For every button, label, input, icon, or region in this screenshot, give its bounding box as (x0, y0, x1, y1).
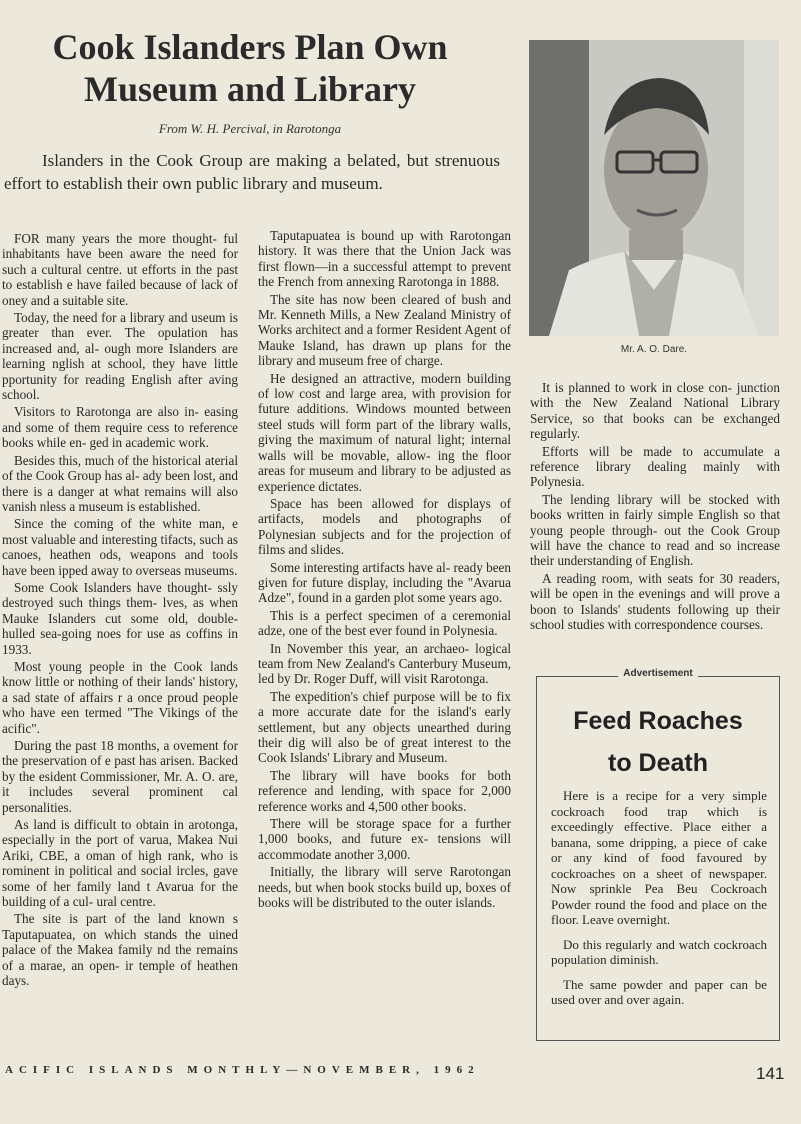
paragraph: The lending library will be stocked with books written in fairly simple English so that young people through- out the Cook Group will have the chance to read and so increase their understanding of English. (530, 491, 780, 569)
article-intro: Islanders in the Cook Group are making a belated, but strenuous effort to establish their own public library and museum. (4, 151, 500, 193)
paragraph: Today, the need for a library and useum is greater than ever. The opulation has increased and, al- ough more Islanders are learning nglish at school, they have little pportunity for reading English after aving school. (2, 310, 238, 403)
advertisement-title-line1: Feed Roaches (573, 707, 743, 735)
paragraph: Taputapuatea is bound up with Rarotongan history. It was there that the Union Jack was first flown—in a successful attempt to prevent the French from annexing Rarotonga in 1888. (258, 228, 511, 290)
paragraph: In November this year, an archaeo- logical team from New Zealand's Canterbury Museum, led by Dr. Roger Duff, will visit Rarotonga. (258, 640, 511, 687)
paragraph: FOR many years the more thought- ful inhabitants have been aware the need for such a cultural centre. ut efforts in the past to establish e have failed because of lack of oney and a suitable site. (2, 231, 238, 308)
paragraph: This is a perfect specimen of a ceremonial adze, one of the best ever found in Polynesia. (258, 607, 511, 639)
article-column-2 (258, 228, 511, 1058)
advertisement-title-line2: to Death (608, 749, 708, 777)
paragraph: Visitors to Rarotonga are also in- easing and some of them require cess to reference books while en- ged in academic work. (2, 404, 238, 451)
paragraph: Most young people in the Cook lands know little or nothing of their lands' history, a sad state of affairs r a once proud people who have een termed "The Vikings of the acific". (2, 658, 238, 736)
paragraph: He designed an attractive, modern building of low cost and large area, with provision for future additions. Windows mounted between steel studs will form part of the library walls, giving the maximum of natural light; internal walls will be movable, allow- ing the floor areas for museum and library to be adjusted as experience dictates. (258, 370, 511, 494)
advertisement-title (537, 700, 779, 784)
paragraph: Some interesting artifacts have al- ready been given for future display, including the "Avarua Adze", found in a garden plot some years ago. (258, 559, 511, 606)
advertisement-label: Advertisement (537, 668, 779, 679)
paragraph: As land is difficult to obtain in arotonga, especially in the port of varua, Makea Nui Ariki, CBE, a oman of high rank, who is rominent in political and social ircles, gave some of her family land t Avarua for the building of a cul- ural centre. (2, 817, 238, 910)
paragraph: Some Cook Islanders have thought- ssly destroyed such things them- lves, as when Mauke Islanders cut some old, double-hulled sea-going noes for use as coffins in 1933. (2, 579, 238, 657)
paragraph: It is planned to work in close con- junction with the New Zealand National Library Service, so that books can be exchanged regularly. (530, 380, 780, 442)
paragraph: A reading room, with seats for 30 readers, will be open in the evenings and will prove a boon to Islands' students following up their school studies with correspondence courses. (530, 570, 780, 633)
photo-caption: Mr. A. O. Dare. (620, 344, 688, 355)
paragraph: The library will have books for both reference and lending, with space for 2,000 reference works and 4,500 other books. (258, 767, 511, 814)
article-title-line1: Cook Islanders Plan Own (52, 27, 448, 67)
portrait-photo (529, 40, 779, 336)
paragraph: Space has been allowed for displays of artifacts, models and photographs of Polynesian subjects and for the projection of films and slides. (258, 495, 511, 558)
paragraph: During the past 18 months, a ovement for the preservation of e past has arisen. Backed by the esident Commissioner, Mr. A. O. are, it includes several prominent cal personalities. (2, 738, 238, 815)
advertisement-box (536, 668, 780, 1041)
portrait-illustration (529, 40, 779, 336)
article-column-1 (2, 231, 238, 1061)
article-column-3 (530, 380, 780, 635)
page-number: 141 (756, 1064, 785, 1083)
paragraph: The same powder and paper can be used over and over again. (551, 976, 767, 1007)
paragraph: The expedition's chief purpose will be to fix a more accurate date for the island's early settlement, but any objects unearthed during their dig will also be of great interest to the Cook Islands' Library and Museum. (258, 688, 511, 766)
paragraph: The site is part of the land known s Taputapuatea, on which stands the uined palace of the Makea family nd the remains of a marae, an open- ir temple of heathen days. (2, 911, 238, 989)
article-title-line2: Museum and Library (83, 69, 417, 109)
paragraph: Do this regularly and watch cockroach population diminish. (551, 936, 767, 967)
article-title (0, 26, 500, 110)
paragraph: The site has now been cleared of bush and Mr. Kenneth Mills, a New Zealand Ministry of Works architect and a former Resident Agent of Mauke Island, has drawn up plans for the library and museum free of charge. (258, 291, 511, 369)
paragraph: There will be storage space for a further 1,000 books, and future ex- tensions will accommodate another 3,000. (258, 816, 511, 862)
paragraph: Since the coming of the white man, e most valuable and interesting tifacts, such as canoes, heathen ods, weapons and tools have been ipped away to overseas museums. (2, 516, 238, 578)
publication-footer: ACIFIC ISLANDS MONTHLY—NOVEMBER, 1962 (5, 1064, 480, 1076)
paragraph: Efforts will be made to accumulate a reference library dealing mainly with Polynesia. (530, 443, 780, 490)
paragraph: Besides this, much of the historical aterial of the Cook Group has al- ady been lost, and there is a danger at what remains will also vanish nless a museum is established. (2, 452, 238, 514)
paragraph: Initially, the library will serve Rarotongan needs, but when book stocks build up, boxes of books will be distributed to the outer islands. (258, 864, 511, 911)
paragraph: Here is a recipe for a very simple cockroach food trap which is exceedingly effective. Place either a banana, some dripping, a piece of cake or any kind of food favoured by cockroaches on a sheet of newspaper. Now sprinkle Pea Beu Cockroach Powder round the food and place on the floor. Leave overnight. (551, 788, 767, 927)
article-byline: From W. H. Percival, in Rarotonga (158, 121, 342, 136)
advertisement-body (551, 788, 767, 1017)
